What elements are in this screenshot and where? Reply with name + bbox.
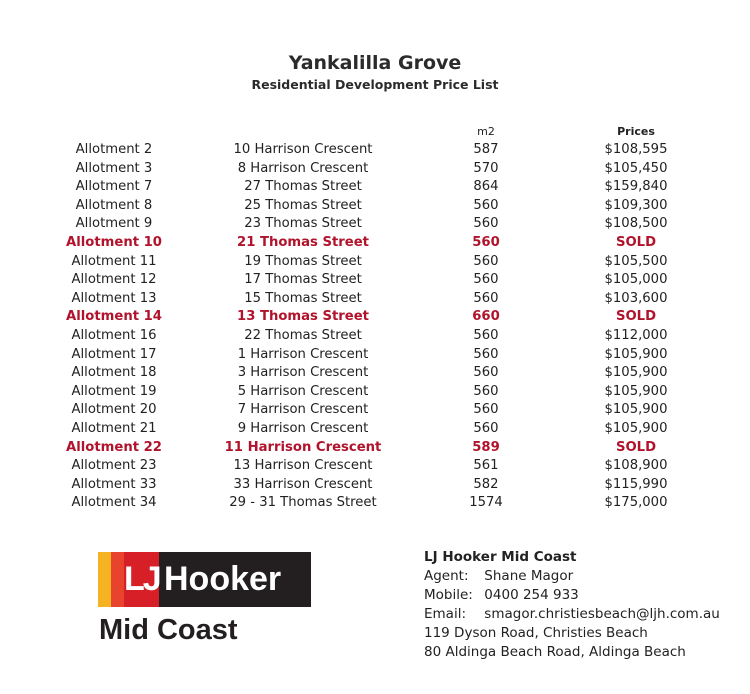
logo-hooker-text: Hooker: [164, 560, 282, 598]
area-cell: 560: [473, 197, 499, 213]
agent-name: Shane Magor: [484, 568, 574, 584]
column-header-prices: Prices: [617, 125, 655, 138]
address-cell: 33 Harrison Crescent: [233, 476, 373, 492]
table-row: [0, 420, 750, 439]
table-row: [0, 253, 750, 272]
area-cell: 560: [473, 253, 499, 269]
area-cell: 560: [473, 290, 499, 306]
email-address[interactable]: smagor.christiesbeach@ljh.com.au: [484, 606, 720, 622]
address-cell: 11 Harrison Crescent: [224, 439, 382, 455]
allotment-cell: Allotment 34: [71, 495, 157, 511]
allotment-cell: Allotment 9: [75, 216, 153, 232]
table-row: [0, 271, 750, 290]
area-cell: 561: [473, 458, 499, 474]
price-cell: $105,450: [604, 160, 668, 176]
allotment-cell: Allotment 14: [66, 309, 162, 325]
allotment-cell: Allotment 3: [75, 160, 153, 176]
address-cell: 13 Harrison Crescent: [233, 458, 373, 474]
area-cell: 660: [472, 309, 500, 325]
address-line-2: 80 Aldinga Beach Road, Aldinga Beach: [424, 644, 686, 660]
address-cell: 10 Harrison Crescent: [233, 142, 373, 157]
allotment-cell: Allotment 11: [71, 253, 157, 269]
price-cell: SOLD: [615, 234, 657, 250]
address-cell: 1 Harrison Crescent: [237, 346, 369, 362]
logo-yellow-stripe: [98, 552, 111, 607]
address-cell: 29 - 31 Thomas Street: [229, 495, 377, 511]
price-cell: $159,840: [604, 179, 668, 195]
lj-hooker-logo: [98, 552, 311, 607]
table-row: [0, 141, 750, 160]
table-row: [0, 327, 750, 346]
table-row: [0, 290, 750, 309]
allotment-cell: Allotment 10: [66, 234, 162, 250]
table-row: [0, 401, 750, 420]
agent-line: [424, 567, 720, 586]
email-label: Email:: [424, 606, 467, 622]
allotment-cell: Allotment 13: [71, 290, 157, 306]
area-cell: 582: [473, 476, 499, 492]
page-subtitle: Residential Development Price List: [251, 77, 499, 92]
price-cell: $112,000: [604, 327, 668, 343]
price-table: [0, 141, 750, 513]
table-row: [0, 494, 750, 513]
price-cell: $175,000: [604, 495, 668, 511]
page-title: Yankalilla Grove: [288, 52, 462, 74]
table-row: [0, 215, 750, 234]
allotment-cell: Allotment 18: [71, 365, 157, 381]
address-line-1: 119 Dyson Road, Christies Beach: [424, 625, 648, 641]
table-row-sold: [0, 234, 750, 253]
address-cell: 9 Harrison Crescent: [237, 420, 369, 436]
area-cell: 560: [473, 365, 499, 381]
price-cell: $108,595: [604, 142, 668, 157]
mobile-number[interactable]: 0400 254 933: [484, 587, 579, 603]
mobile-label: Mobile:: [424, 587, 473, 603]
price-cell: $108,500: [604, 216, 668, 232]
price-cell: $108,900: [604, 458, 668, 474]
area-cell: 560: [473, 383, 499, 399]
logo-lj-mark: LJ: [124, 552, 159, 607]
allotment-cell: Allotment 22: [66, 439, 162, 455]
address-cell: 15 Thomas Street: [244, 290, 362, 306]
table-row: [0, 476, 750, 495]
price-cell: $105,000: [604, 272, 668, 288]
allotment-cell: Allotment 20: [71, 402, 157, 418]
table-row: [0, 160, 750, 179]
address-cell: 23 Thomas Street: [244, 216, 362, 232]
column-header-m2: m2: [477, 125, 495, 138]
area-cell: 587: [473, 142, 499, 157]
allotment-cell: Allotment 19: [71, 383, 157, 399]
price-cell: $105,900: [604, 420, 668, 436]
address-cell: 7 Harrison Crescent: [237, 402, 369, 418]
contact-block: [424, 548, 720, 662]
address-cell: 5 Harrison Crescent: [237, 383, 369, 399]
area-cell: 560: [473, 346, 499, 362]
address-cell: 21 Thomas Street: [237, 234, 369, 250]
table-row-sold: [0, 439, 750, 458]
price-cell: $115,990: [604, 476, 668, 492]
address-cell: 27 Thomas Street: [244, 179, 362, 195]
allotment-cell: Allotment 17: [71, 346, 157, 362]
price-cell: $103,600: [604, 290, 668, 306]
allotment-cell: Allotment 33: [71, 476, 157, 492]
allotment-cell: Allotment 21: [71, 420, 157, 436]
area-cell: 560: [473, 272, 499, 288]
table-row: [0, 383, 750, 402]
price-cell: $105,900: [604, 346, 668, 362]
price-cell: $109,300: [604, 197, 668, 213]
logo-office-name: Mid Coast: [99, 614, 238, 646]
price-cell: $105,500: [604, 253, 668, 269]
table-row: [0, 197, 750, 216]
address-cell: 22 Thomas Street: [244, 327, 362, 343]
area-cell: 560: [472, 234, 500, 250]
allotment-cell: Allotment 8: [75, 197, 153, 213]
price-cell: $105,900: [604, 402, 668, 418]
allotment-cell: Allotment 2: [75, 142, 153, 157]
address-cell: 13 Thomas Street: [237, 309, 369, 325]
area-cell: 560: [473, 420, 499, 436]
address-cell: 17 Thomas Street: [244, 272, 362, 288]
price-cell: $105,900: [604, 383, 668, 399]
agency-name: LJ Hooker Mid Coast: [424, 549, 577, 565]
allotment-cell: Allotment 12: [71, 272, 157, 288]
address-cell: 3 Harrison Crescent: [237, 365, 369, 381]
table-row: [0, 457, 750, 476]
address-cell: 19 Thomas Street: [244, 253, 362, 269]
price-cell: SOLD: [615, 439, 657, 455]
table-row-sold: [0, 308, 750, 327]
area-cell: 560: [473, 216, 499, 232]
table-row: [0, 178, 750, 197]
price-cell: $105,900: [604, 365, 668, 381]
email-line: [424, 605, 720, 624]
allotment-cell: Allotment 7: [75, 179, 153, 195]
logo-orange-stripe: [111, 552, 124, 607]
area-cell: 560: [473, 327, 499, 343]
area-cell: 589: [472, 439, 500, 455]
address-cell: 25 Thomas Street: [244, 197, 362, 213]
allotment-cell: Allotment 23: [71, 458, 157, 474]
price-cell: SOLD: [615, 309, 657, 325]
area-cell: 560: [473, 402, 499, 418]
allotment-cell: Allotment 16: [71, 327, 157, 343]
agent-label: Agent:: [424, 568, 469, 584]
area-cell: 864: [473, 179, 499, 195]
area-cell: 570: [473, 160, 499, 176]
address-cell: 8 Harrison Crescent: [237, 160, 369, 176]
mobile-line: [424, 586, 720, 605]
table-row: [0, 364, 750, 383]
area-cell: 1574: [469, 495, 503, 511]
table-row: [0, 346, 750, 365]
